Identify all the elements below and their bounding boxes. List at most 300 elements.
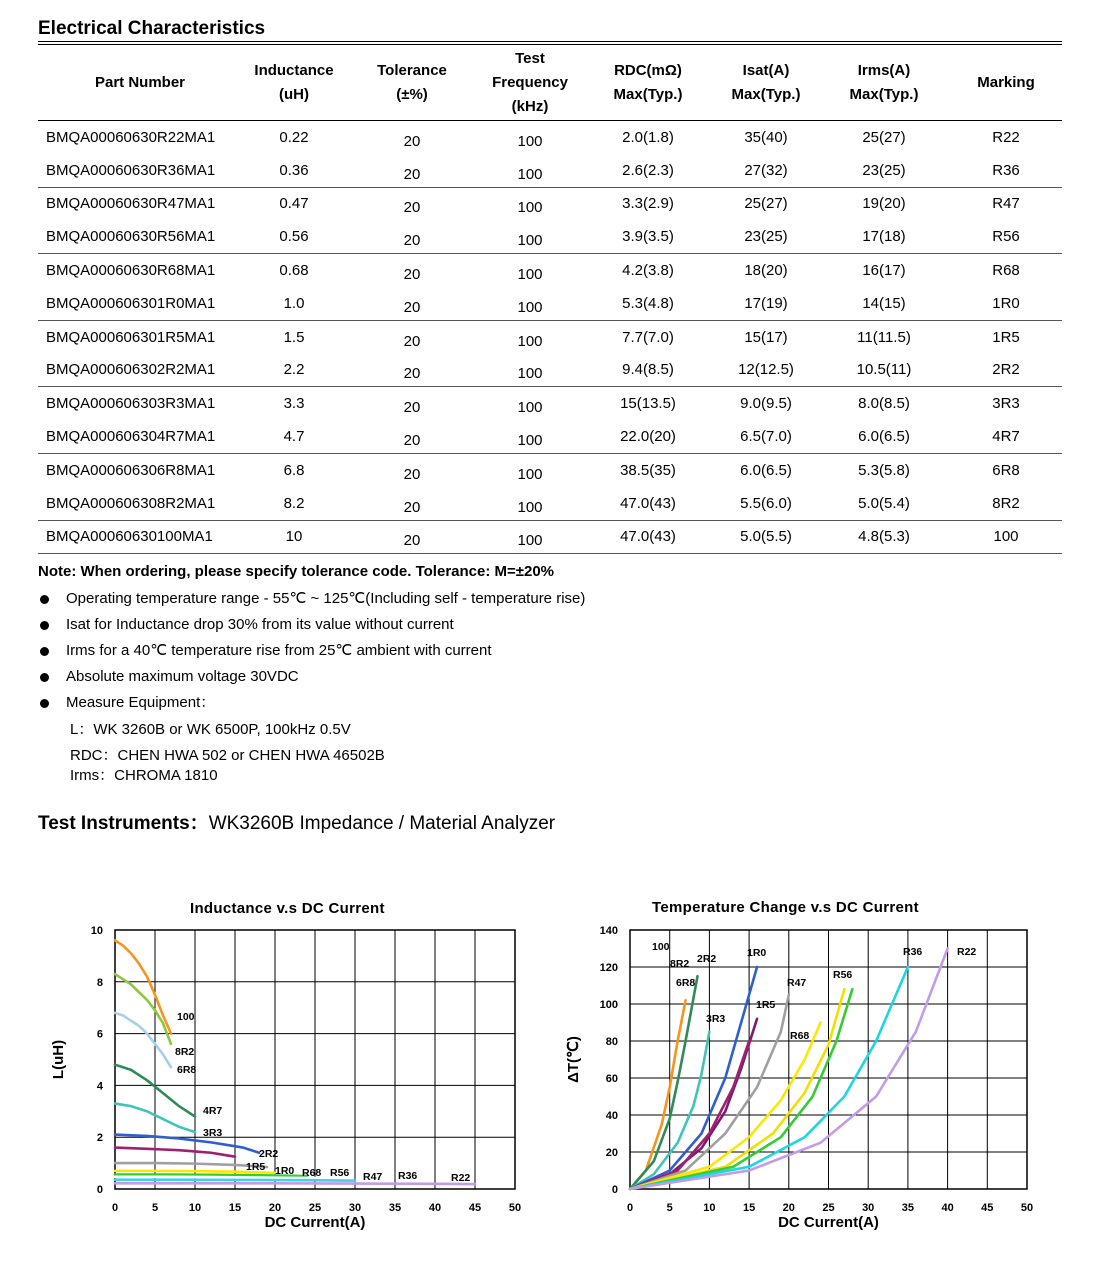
x-tick-label: 5 — [666, 1202, 673, 1214]
x-tick-label: 10 — [703, 1202, 716, 1214]
x-tick-label: 50 — [508, 1202, 522, 1214]
spec-bullet: Isat for Inductance drop 30% from its value without current — [38, 613, 585, 639]
table-row — [38, 121, 1062, 154]
tolerance-value: 20 — [403, 332, 421, 350]
isat-value: 25(27) — [744, 195, 788, 213]
equipment-l: L：WK 3260B or WK 6500P, 100kHz 0.5V — [70, 721, 351, 738]
part-number-value: BMQA000606301R0MA1 — [46, 294, 216, 312]
temperature-chart — [560, 910, 1100, 1250]
marking-cell — [950, 354, 1062, 387]
test-frequency-value: 100 — [517, 165, 543, 183]
isat-value: 5.5(6.0) — [740, 494, 792, 512]
irms-value: 16(17) — [862, 262, 906, 280]
inductance-value: 0.68 — [279, 262, 309, 280]
series-label: 1R0 — [747, 947, 767, 959]
marking-cell — [950, 520, 1062, 554]
isat-value: 15(17) — [744, 328, 788, 346]
test-frequency-cell — [478, 154, 582, 187]
tolerance-value: 20 — [403, 498, 421, 516]
y-tick-label: 20 — [605, 1147, 618, 1159]
series-label: R36 — [903, 946, 923, 958]
isat-value: 17(19) — [744, 294, 788, 312]
rdc-cell — [582, 287, 714, 320]
table-row — [38, 254, 1062, 287]
column-header-line: Isat(A) — [742, 62, 790, 79]
series-label: 1R5 — [246, 1161, 266, 1173]
irms-cell — [818, 287, 950, 320]
irms-value: 14(15) — [862, 294, 906, 312]
marking-cell — [950, 487, 1062, 520]
part-number-cell — [38, 320, 242, 353]
part-number-value: BMQA000606304R7MA1 — [46, 428, 216, 446]
irms-cell — [818, 187, 950, 220]
y-tick-label: 4 — [96, 1080, 103, 1093]
irms-cell — [818, 121, 950, 154]
column-header-line: Max(Typ.) — [613, 86, 683, 103]
test-frequency-cell — [478, 387, 582, 420]
inductance-value: 0.47 — [279, 195, 309, 213]
inductance-value: 0.22 — [279, 128, 309, 146]
table-body — [38, 121, 1062, 554]
tolerance-value: 20 — [403, 532, 421, 550]
table-row — [38, 220, 1062, 253]
column-header — [242, 46, 346, 121]
part-number-cell — [38, 387, 242, 420]
y-tick-label: 2 — [96, 1132, 103, 1145]
y-tick-label: 60 — [605, 1073, 618, 1085]
inductance-cell — [242, 354, 346, 387]
table-row — [38, 287, 1062, 320]
test-frequency-value: 100 — [517, 432, 543, 450]
part-number-value: BMQA000606303R3MA1 — [46, 395, 216, 413]
tolerance-value: 20 — [403, 399, 421, 417]
isat-cell — [714, 254, 818, 287]
table-row — [38, 354, 1062, 387]
rdc-cell — [582, 354, 714, 387]
series-label: R47 — [787, 977, 807, 989]
column-header-line: (±%) — [396, 86, 428, 103]
inductance-value: 1.5 — [283, 328, 305, 346]
part-number-cell — [38, 287, 242, 320]
irms-value: 11(11.5) — [857, 328, 911, 346]
spec-bullet: Absolute maximum voltage 30VDC — [38, 665, 585, 691]
tolerance-cell — [346, 387, 478, 420]
column-header — [478, 46, 582, 121]
inductance-cell — [242, 387, 346, 420]
series-line-r36 — [115, 1180, 355, 1181]
marking-value: 8R2 — [992, 494, 1020, 512]
x-tick-label: 15 — [742, 1202, 756, 1214]
rdc-value: 2.6(2.3) — [622, 161, 674, 179]
irms-value: 17(18) — [862, 228, 906, 246]
irms-value: 19(20) — [862, 195, 906, 213]
isat-cell — [714, 453, 818, 486]
x-tick-label: 45 — [981, 1202, 994, 1214]
x-tick-label: 40 — [428, 1202, 442, 1214]
irms-cell — [818, 254, 950, 287]
irms-cell — [818, 520, 950, 554]
series-label: 6R8 — [676, 977, 696, 989]
inductance-value: 0.56 — [279, 228, 309, 246]
rdc-cell — [582, 520, 714, 554]
tolerance-cell — [346, 354, 478, 387]
table-row — [38, 154, 1062, 187]
test-frequency-cell — [478, 354, 582, 387]
y-tick-label: 140 — [599, 925, 618, 937]
marking-cell — [950, 187, 1062, 220]
rdc-value: 7.7(7.0) — [622, 328, 674, 346]
y-tick-label: 0 — [611, 1184, 618, 1196]
marking-value: 3R3 — [992, 395, 1020, 413]
isat-value: 23(25) — [744, 228, 788, 246]
table-row — [38, 420, 1062, 453]
column-header-line: Part Number — [94, 74, 186, 91]
marking-value: 6R8 — [992, 461, 1020, 479]
tolerance-value: 20 — [403, 432, 421, 450]
x-axis-label: DC Current(A) — [778, 1214, 879, 1231]
tolerance-cell — [346, 220, 478, 253]
marking-cell — [950, 287, 1062, 320]
rdc-value: 3.9(3.5) — [622, 228, 674, 246]
series-label: 4R7 — [203, 1105, 223, 1117]
isat-cell — [714, 187, 818, 220]
column-header — [818, 46, 950, 121]
inductance-cell — [242, 487, 346, 520]
column-header-line: Inductance — [254, 62, 334, 79]
test-frequency-cell — [478, 187, 582, 220]
inductance-cell — [242, 220, 346, 253]
x-tick-label: 40 — [941, 1202, 954, 1214]
column-header-line: Max(Typ.) — [849, 86, 919, 103]
y-tick-label: 6 — [96, 1028, 103, 1041]
rdc-cell — [582, 320, 714, 353]
column-header — [714, 46, 818, 121]
irms-cell — [818, 387, 950, 420]
series-label: 8R2 — [670, 958, 690, 970]
marking-value: 1R5 — [992, 328, 1020, 346]
test-frequency-value: 100 — [517, 365, 543, 383]
inductance-chart-title: Inductance v.s DC Current — [190, 900, 385, 917]
tolerance-cell — [346, 154, 478, 187]
temperature-chart-title: Temperature Change v.s DC Current — [652, 899, 919, 916]
column-header-line: Marking — [977, 74, 1035, 91]
test-instruments — [38, 808, 555, 835]
series-label: 1R5 — [756, 999, 776, 1011]
x-tick-label: 50 — [1020, 1202, 1034, 1214]
irms-cell — [818, 487, 950, 520]
x-tick-label: 35 — [901, 1202, 915, 1214]
rdc-cell — [582, 487, 714, 520]
isat-cell — [714, 320, 818, 353]
marking-cell — [950, 387, 1062, 420]
x-tick-label: 20 — [782, 1202, 795, 1214]
inductance-value: 8.2 — [283, 494, 305, 512]
column-header-line: Test — [515, 50, 545, 67]
x-tick-label: 25 — [822, 1202, 835, 1214]
marking-value: 1R0 — [992, 294, 1020, 312]
x-tick-label: 15 — [228, 1202, 242, 1214]
column-header-line: Tolerance — [377, 62, 447, 79]
test-frequency-cell — [478, 320, 582, 353]
rdc-value: 2.0(1.8) — [622, 128, 674, 146]
table-row — [38, 487, 1062, 520]
test-instruments-label: Test Instruments： — [38, 813, 209, 834]
irms-value: 8.0(8.5) — [858, 395, 910, 413]
column-header — [582, 46, 714, 121]
title-rule-2 — [38, 44, 1062, 45]
x-tick-label: 35 — [388, 1202, 402, 1214]
series-label: R56 — [330, 1167, 350, 1179]
inductance-value: 2.2 — [283, 361, 305, 379]
test-instruments-value: WK3260B Impedance / Material Analyzer — [208, 813, 556, 834]
series-label: R22 — [957, 946, 977, 958]
marking-cell — [950, 420, 1062, 453]
isat-value: 27(32) — [744, 161, 788, 179]
tolerance-value: 20 — [403, 365, 421, 383]
inductance-value: 4.7 — [283, 428, 305, 446]
isat-cell — [714, 220, 818, 253]
table-row — [38, 453, 1062, 486]
tolerance-value: 20 — [403, 298, 421, 316]
tolerance-value: 20 — [403, 199, 421, 217]
series-line-1r5 — [115, 1148, 235, 1157]
irms-value: 5.3(5.8) — [858, 461, 910, 479]
tolerance-value: 20 — [403, 266, 421, 284]
part-number-cell — [38, 487, 242, 520]
series-label: 1R0 — [275, 1165, 295, 1177]
table-row — [38, 387, 1062, 420]
tolerance-cell — [346, 320, 478, 353]
table-row — [38, 320, 1062, 353]
inductance-cell — [242, 187, 346, 220]
table-row — [38, 187, 1062, 220]
test-frequency-value: 100 — [517, 266, 543, 284]
inductance-value: 1.0 — [283, 294, 305, 312]
tolerance-value: 20 — [403, 465, 421, 483]
series-label: 100 — [652, 941, 670, 953]
tolerance-cell — [346, 487, 478, 520]
y-tick-label: 120 — [599, 962, 618, 974]
series-line-r22 — [115, 1183, 475, 1184]
y-tick-label: 10 — [90, 925, 103, 937]
inductance-value: 10 — [285, 528, 303, 546]
inductance-value: 6.8 — [283, 461, 305, 479]
isat-value: 12(12.5) — [738, 361, 794, 379]
inductance-cell — [242, 254, 346, 287]
irms-cell — [818, 320, 950, 353]
series-label: 8R2 — [175, 1046, 195, 1058]
isat-cell — [714, 487, 818, 520]
series-label: R36 — [398, 1170, 418, 1182]
test-frequency-cell — [478, 453, 582, 486]
marking-cell — [950, 320, 1062, 353]
part-number-value: BMQA00060630R22MA1 — [46, 128, 216, 146]
test-frequency-cell — [478, 420, 582, 453]
electrical-characteristics-table — [38, 46, 1062, 554]
series-line-8r2 — [630, 976, 697, 1189]
part-number-cell — [38, 254, 242, 287]
column-header — [950, 46, 1062, 121]
series-line-r68 — [630, 1023, 821, 1190]
test-frequency-cell — [478, 254, 582, 287]
part-number-cell — [38, 220, 242, 253]
section-title: Electrical Characteristics — [38, 18, 266, 39]
inductance-cell — [242, 154, 346, 187]
test-frequency-cell — [478, 287, 582, 320]
series-line-r56 — [630, 989, 844, 1189]
part-number-value: BMQA000606308R2MA1 — [46, 494, 216, 512]
series-label: 6R8 — [177, 1064, 197, 1076]
isat-cell — [714, 154, 818, 187]
marking-value: R56 — [992, 228, 1020, 246]
column-header-line: Frequency — [492, 74, 568, 91]
tolerance-cell — [346, 287, 478, 320]
isat-cell — [714, 354, 818, 387]
test-frequency-value: 100 — [517, 199, 543, 217]
inductance-cell — [242, 520, 346, 554]
x-tick-label: 20 — [268, 1202, 282, 1214]
spec-bullets — [38, 587, 585, 717]
rdc-cell — [582, 254, 714, 287]
irms-value: 6.0(6.5) — [858, 428, 910, 446]
rdc-value: 3.3(2.9) — [622, 195, 674, 213]
isat-value: 5.0(5.5) — [740, 528, 792, 546]
marking-value: 4R7 — [992, 428, 1020, 446]
part-number-value: BMQA00060630R47MA1 — [46, 195, 216, 213]
irms-value: 5.0(5.4) — [858, 494, 910, 512]
test-frequency-value: 100 — [517, 465, 543, 483]
irms-value: 10.5(11) — [856, 361, 912, 379]
y-tick-label: 8 — [96, 976, 103, 989]
inductance-cell — [242, 320, 346, 353]
marking-value: 2R2 — [992, 361, 1020, 379]
column-header — [346, 46, 478, 121]
part-number-cell — [38, 121, 242, 154]
inductance-value: 0.36 — [279, 161, 309, 179]
column-header-line: RDC(mΩ) — [614, 62, 682, 79]
column-header-line: Max(Typ.) — [731, 86, 801, 103]
isat-cell — [714, 520, 818, 554]
marking-cell — [950, 453, 1062, 486]
x-tick-label: 30 — [348, 1202, 362, 1214]
inductance-value: 3.3 — [283, 395, 305, 413]
marking-cell — [950, 220, 1062, 253]
x-tick-label: 25 — [308, 1202, 322, 1214]
series-label: R22 — [451, 1172, 471, 1184]
marking-value: 100 — [993, 528, 1019, 546]
part-number-cell — [38, 187, 242, 220]
series-label: 3R3 — [706, 1013, 726, 1025]
equipment-irms: Irms：CHROMA 1810 — [70, 767, 218, 784]
series-line-100 — [115, 940, 171, 1033]
y-tick-label: 0 — [96, 1184, 103, 1196]
part-number-cell — [38, 520, 242, 554]
x-tick-label: 45 — [468, 1202, 482, 1214]
isat-value: 9.0(9.5) — [740, 395, 792, 413]
x-tick-label: 10 — [188, 1202, 202, 1214]
test-frequency-value: 100 — [517, 132, 543, 150]
series-label: R68 — [790, 1030, 810, 1042]
tolerance-cell — [346, 121, 478, 154]
rdc-cell — [582, 154, 714, 187]
y-axis-label: L(uH) — [50, 1039, 67, 1080]
isat-cell — [714, 287, 818, 320]
inductance-cell — [242, 420, 346, 453]
isat-cell — [714, 420, 818, 453]
marking-value: R68 — [992, 262, 1020, 280]
isat-cell — [714, 387, 818, 420]
marking-cell — [950, 154, 1062, 187]
rdc-value: 15(13.5) — [620, 395, 676, 413]
tolerance-cell — [346, 420, 478, 453]
irms-cell — [818, 420, 950, 453]
x-tick-label: 30 — [862, 1202, 875, 1214]
rdc-value: 22.0(20) — [620, 428, 676, 446]
tolerance-cell — [346, 187, 478, 220]
irms-cell — [818, 220, 950, 253]
test-frequency-value: 100 — [517, 532, 543, 550]
irms-cell — [818, 354, 950, 387]
rdc-cell — [582, 387, 714, 420]
test-frequency-value: 100 — [517, 232, 543, 250]
rdc-value: 38.5(35) — [620, 461, 676, 479]
marking-value: R47 — [992, 195, 1020, 213]
irms-value: 4.8(5.3) — [858, 528, 910, 546]
x-tick-label: 0 — [626, 1202, 634, 1214]
part-number-value: BMQA000606306R8MA1 — [46, 461, 216, 479]
tolerance-value: 20 — [403, 232, 421, 250]
y-tick-label: 80 — [605, 1036, 618, 1048]
series-label: 3R3 — [203, 1127, 223, 1139]
rdc-value: 47.0(43) — [620, 528, 676, 546]
rdc-cell — [582, 121, 714, 154]
part-number-value: BMQA000606301R5MA1 — [46, 328, 216, 346]
marking-cell — [950, 121, 1062, 154]
spec-bullet: Operating temperature range - 55℃ ~ 125℃(Including self - temperature rise) — [38, 587, 585, 613]
series-line-r47 — [115, 1177, 323, 1178]
series-line-1r0 — [115, 1163, 267, 1167]
series-label: 2R2 — [697, 953, 717, 965]
y-axis-label: ΔT(℃) — [565, 1036, 582, 1083]
ordering-note: Note: When ordering, please specify tolerance code. Tolerance: M=±20% — [38, 563, 555, 580]
marking-value: R36 — [992, 161, 1020, 179]
series-label: 2R2 — [259, 1148, 279, 1160]
test-frequency-cell — [478, 121, 582, 154]
rdc-value: 9.4(8.5) — [622, 361, 674, 379]
tolerance-cell — [346, 254, 478, 287]
part-number-value: BMQA00060630100MA1 — [46, 528, 213, 546]
test-frequency-value: 100 — [517, 498, 543, 516]
column-header-line: (kHz) — [511, 98, 549, 115]
test-frequency-cell — [478, 520, 582, 554]
x-tick-label: 5 — [151, 1202, 159, 1214]
irms-value: 25(27) — [862, 128, 906, 146]
part-number-value: BMQA00060630R56MA1 — [46, 228, 216, 246]
y-tick-label: 40 — [605, 1110, 618, 1122]
equipment-rdc: RDC：CHEN HWA 502 or CHEN HWA 46502B — [70, 747, 385, 764]
marking-cell — [950, 254, 1062, 287]
part-number-value: BMQA000606302R2MA1 — [46, 361, 216, 379]
rdc-cell — [582, 453, 714, 486]
rdc-cell — [582, 420, 714, 453]
series-label: R47 — [363, 1171, 383, 1183]
series-label: R56 — [833, 969, 853, 981]
part-number-value: BMQA00060630R36MA1 — [46, 161, 216, 179]
isat-value: 6.0(6.5) — [740, 461, 792, 479]
part-number-cell — [38, 354, 242, 387]
test-frequency-value: 100 — [517, 332, 543, 350]
title-rule — [38, 41, 1062, 42]
